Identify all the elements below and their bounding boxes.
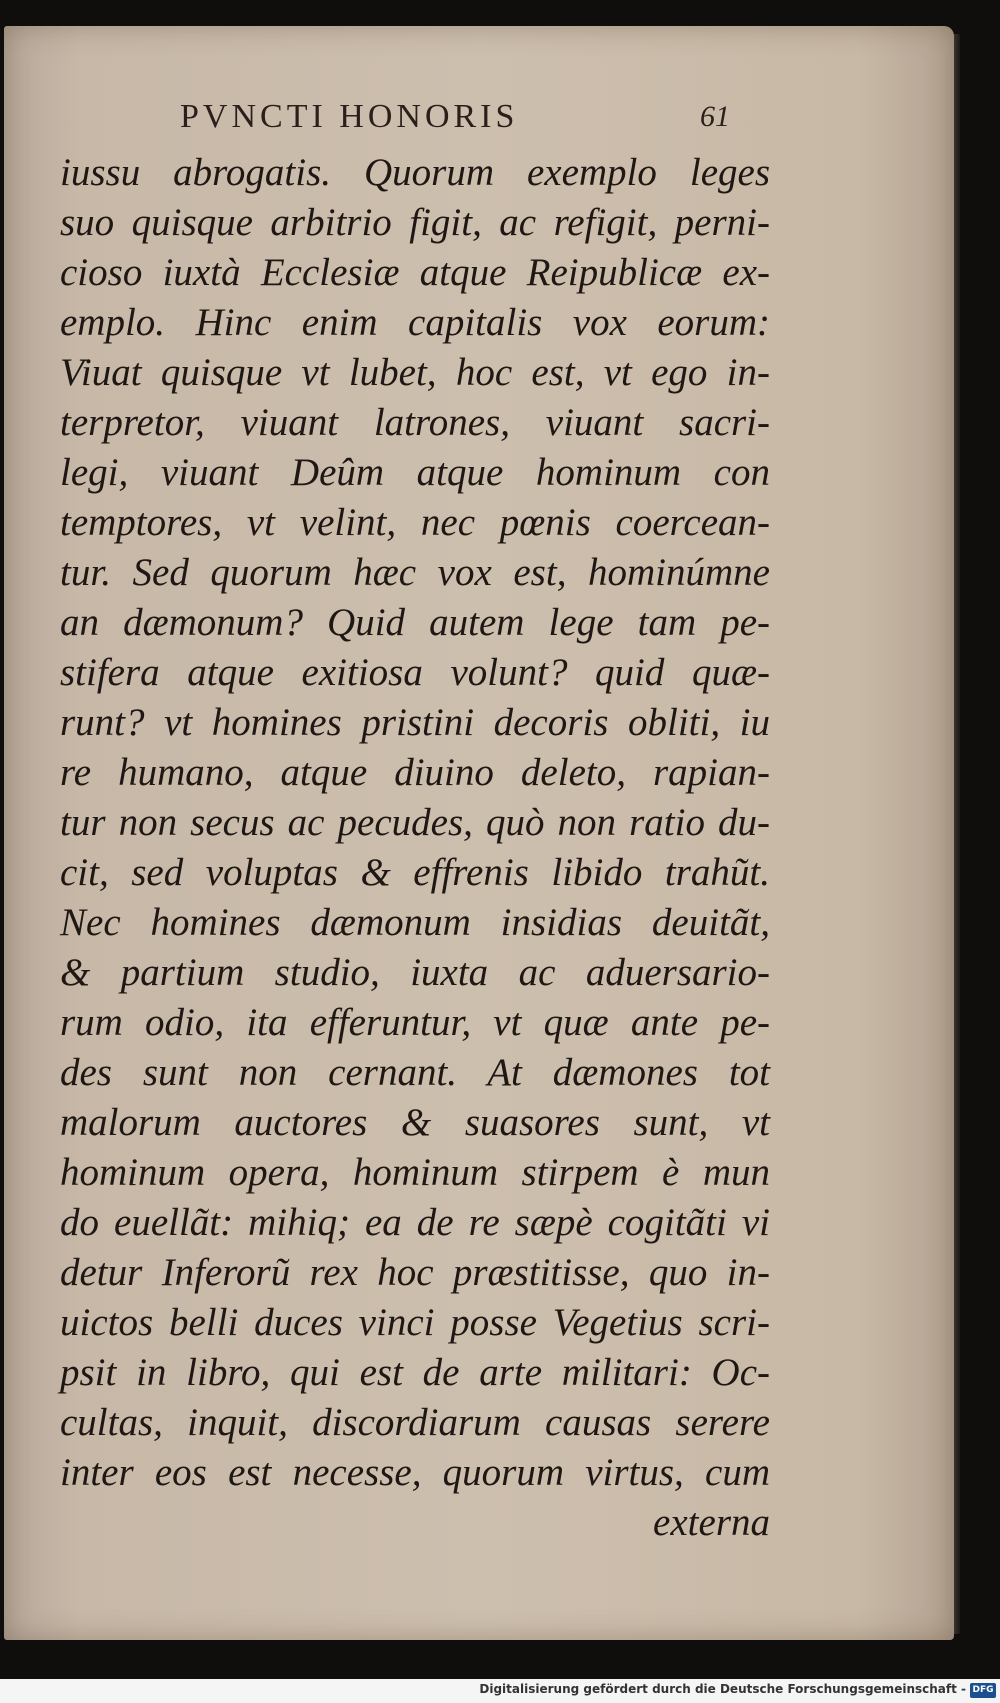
text-line: des sunt non cernant. At dæmones tot	[60, 1051, 770, 1094]
text-line: hominum opera, hominum stirpem è mun	[60, 1151, 770, 1194]
text-line: Nec homines dæmonum insidias deuitãt,	[60, 901, 770, 944]
text-line: rum odio, ita efferuntur, vt quæ ante pe-	[60, 1001, 770, 1044]
text-line: emplo. Hinc enim capitalis vox eorum:	[60, 301, 770, 344]
text-line: re humano, atque diuino deleto, rapian-	[60, 751, 770, 794]
text-line: inter eos est necesse, quorum virtus, cum	[60, 1451, 770, 1494]
text-line: legi, viuant Deûm atque hominum con	[60, 451, 770, 494]
text-line: cultas, inquit, discordiarum causas serere	[60, 1401, 770, 1444]
text-line: runt? vt homines pristini decoris obliti, iu	[60, 701, 770, 744]
text-line: cioso iuxtà Ecclesiæ atque Reipublicæ ex-	[60, 251, 770, 294]
text-line: stifera atque exitiosa volunt? quid quæ-	[60, 651, 770, 694]
text-line: detur Inferorũ rex hoc præstitisse, quo in-	[60, 1251, 770, 1294]
text-line: iussu abrogatis. Quorum exemplo leges	[60, 151, 770, 194]
text-line: do euellãt: mihiq; ea de re sæpè cogitãti vi	[60, 1201, 770, 1244]
running-head-title: PVNCTI HONORIS	[180, 98, 519, 135]
dfg-logo: DFG	[970, 1683, 996, 1698]
text-line: uictos belli duces vinci posse Vegetius scri-	[60, 1301, 770, 1344]
digitization-footer	[0, 1679, 1000, 1703]
text-line: & partium studio, iuxta ac aduersario-	[60, 951, 770, 994]
text-line: Viuat quisque vt lubet, hoc est, vt ego in-	[60, 351, 770, 394]
text-line: tur. Sed quorum hæc vox est, hominúmne	[60, 551, 770, 594]
text-line: malorum auctores & suasores sunt, vt	[60, 1101, 770, 1144]
text-line: tur non secus ac pecudes, quò non ratio du-	[60, 801, 770, 844]
text-block	[60, 148, 770, 1548]
page-edge-shadow	[954, 34, 960, 1634]
text-line: terpretor, viuant latrones, viuant sacri-	[60, 401, 770, 444]
catchword: externa	[653, 1501, 770, 1544]
running-head	[0, 98, 960, 142]
text-line: suo quisque arbitrio figit, ac refigit, perni-	[60, 201, 770, 244]
text-line: an dæmonum? Quid autem lege tam pe-	[60, 601, 770, 644]
text-line: temptores, vt velint, nec pœnis coercean-	[60, 501, 770, 544]
text-line: cit, sed voluptas & effrenis libido trahũt.	[60, 851, 770, 894]
funding-credit: Digitalisierung gefördert durch die Deutsche Forschungsgemeinschaft -	[479, 1682, 966, 1696]
page-number: 61	[700, 100, 730, 133]
text-line: psit in libro, qui est de arte militari: Oc-	[60, 1351, 770, 1394]
